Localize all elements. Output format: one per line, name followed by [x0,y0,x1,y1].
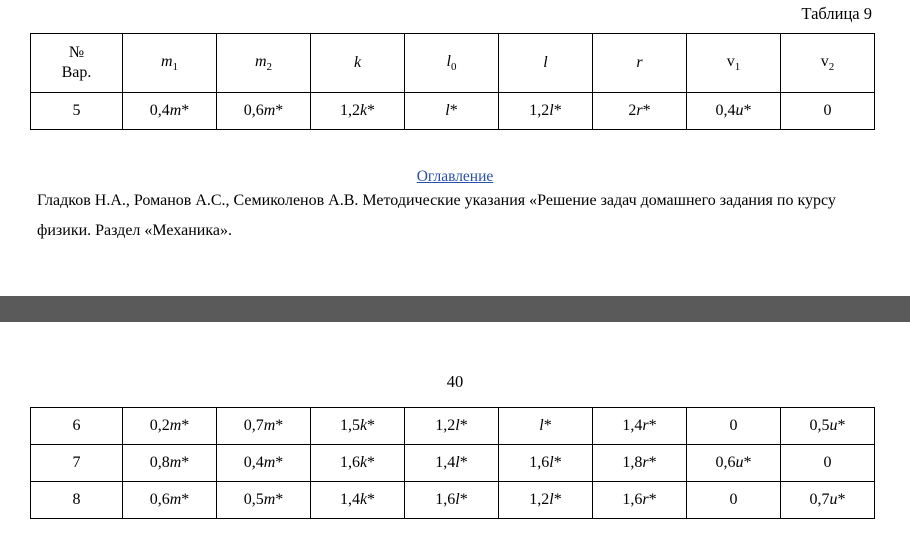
reference-paragraph: Гладков Н.А., Романов А.С., Семиколенов А.В. Методические указания «Решение задач домашнего задания по курсу физики. Раздел «Механика». [37,192,836,240]
table-cell: 1,6l* [405,482,499,519]
table-cell: 1,8r* [593,445,687,482]
table-cell: 1,4k* [311,482,405,519]
table-header-cell: $v_2$ [781,34,875,93]
table-cell: 0,2m* [123,408,217,445]
table-cell: 0,4m* [123,93,217,130]
table-cell: 0,7m* [217,408,311,445]
table-header-cell: $m_1$ [123,34,217,93]
table-cell: 1,2l* [499,93,593,130]
table-cell: 0,6u* [687,445,781,482]
table-header-cell: l [499,34,593,93]
table-header-variant: № Вар. [31,34,123,93]
table-cell: l* [405,93,499,130]
page-separator-band [0,296,910,322]
table-cell: 1,2l* [499,482,593,519]
table-cell: 1,6l* [499,445,593,482]
table-cell: 0,6m* [217,93,311,130]
table-continuation [30,407,875,519]
table-cell: 0,7u* [781,482,875,519]
table-cell: 1,2k* [311,93,405,130]
table-continuation-container [30,407,875,519]
table-cell: 0 [781,445,875,482]
table-cell: 0 [781,93,875,130]
table-cell: 0,4m* [217,445,311,482]
table-cell: 1,4r* [593,408,687,445]
table-row [31,445,875,482]
table-cell: 0,4u* [687,93,781,130]
table-cell: 1,5k* [311,408,405,445]
table-cell: 0,5u* [781,408,875,445]
table-header-cell: $m_2$ [217,34,311,93]
table-9 [30,33,875,130]
table-cell: 2r* [593,93,687,130]
table-cell: 5 [31,93,123,130]
table-cell: 6 [31,408,123,445]
table-of-contents-link[interactable]: Оглавление [416,168,494,185]
table-cell: 8 [31,482,123,519]
table-cell: 0 [687,408,781,445]
table-caption: Таблица 9 [801,4,872,23]
table-header-cell: r [593,34,687,93]
table-cell: 0 [687,482,781,519]
table-cell: 1,6r* [593,482,687,519]
table-cell: 1,2l* [405,408,499,445]
table-cell: 1,4l* [405,445,499,482]
table-row [31,408,875,445]
page-number: 40 [446,372,464,391]
table-row [31,93,875,130]
toc-link-line [0,168,910,186]
table-header-cell: $v_1$ [687,34,781,93]
table-header-row [31,34,875,93]
table-cell: 7 [31,445,123,482]
table-cell: 1,6k* [311,445,405,482]
table-header-cell: $l_0$ [405,34,499,93]
table-header-cell: k [311,34,405,93]
table-cell: 0,5m* [217,482,311,519]
table-cell: 0,6m* [123,482,217,519]
table-cell: l* [499,408,593,445]
table-row [31,482,875,519]
table-cell: 0,8m* [123,445,217,482]
table-9-container [30,33,875,130]
